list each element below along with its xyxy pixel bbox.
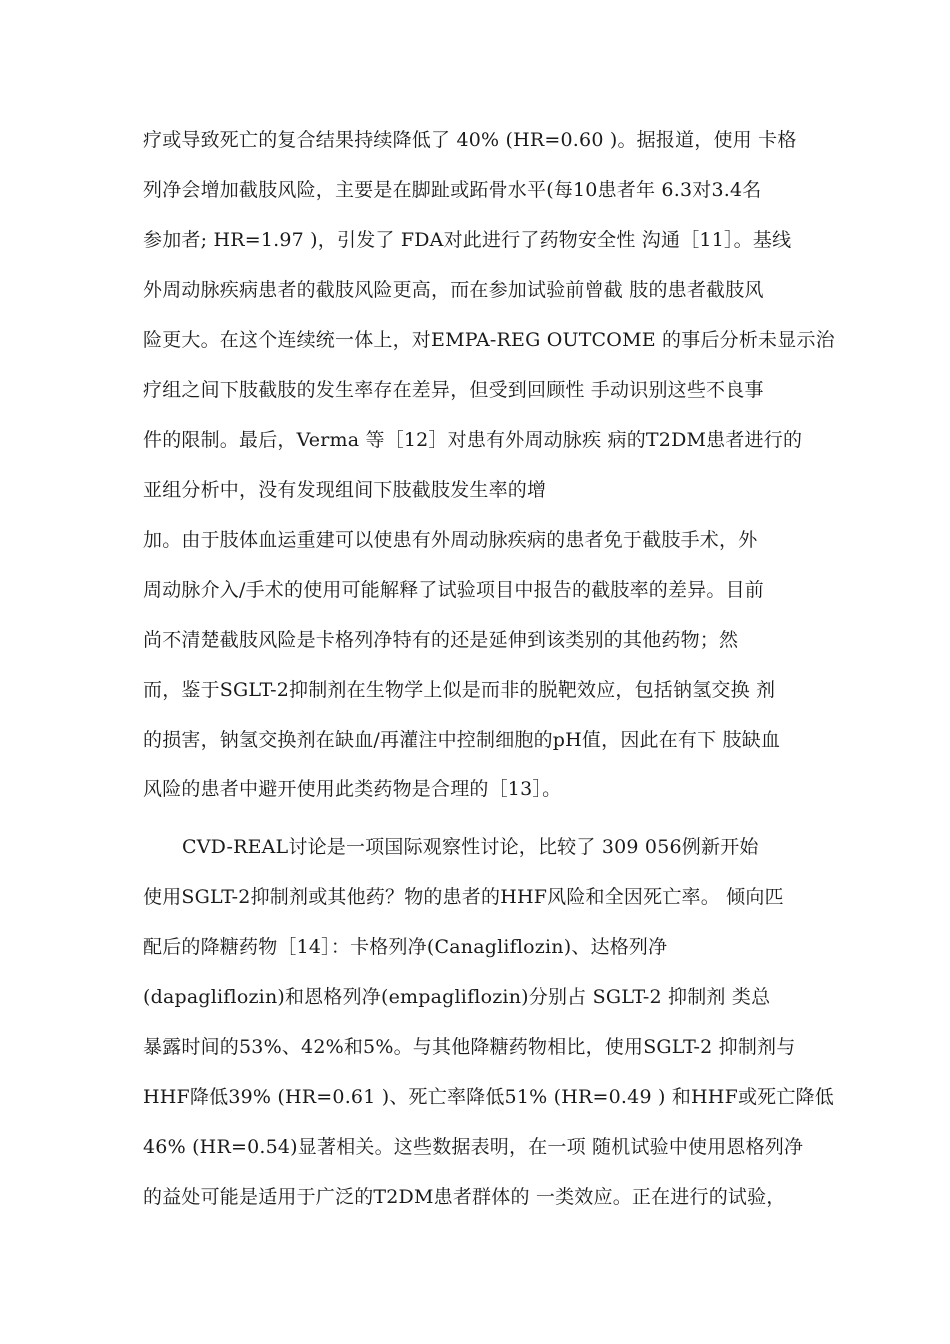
text-line: 使用SGLT-2抑制剂或其他药？物的患者的HHF风险和全因死亡率。 倾向匹 <box>143 886 784 908</box>
text-line: 而，鉴于SGLT-2抑制剂在生物学上似是而非的脱靶效应，包括钠氢交换 剂 <box>143 679 776 701</box>
text-line: 疗组之间下肢截肢的发生率存在差异，但受到回顾性 手动识别这些不良事 <box>143 379 764 401</box>
text-line: 的益处可能是适用于广泛的T2DM患者群体的 一类效应。正在进行的试验， <box>143 1186 786 1208</box>
text-line: 疗或导致死亡的复合结果持续降低了 40% (HR=0.60 )。据报道，使用 卡格 <box>143 129 797 151</box>
text-line: (dapagliflozin)和恩格列净(empagliflozin)分别占 SGLT-2 抑制剂 类总 <box>143 986 771 1008</box>
text-line: 参加者; HR=1.97 )，引发了 FDA对此进行了药物安全性 沟通［11］。基线 <box>143 229 792 251</box>
text-line: 暴露时间的53%、42%和5%。与其他降糖药物相比，使用SGLT-2 抑制剂与 <box>143 1036 796 1058</box>
text-line: 周动脉介入/手术的使用可能解释了试验项目中报告的截肢率的差异。目前 <box>143 579 765 601</box>
text-line: 的损害，钠氢交换剂在缺血/再灌注中控制细胞的pH值，因此在有下 肢缺血 <box>143 729 781 751</box>
text-line: 配后的降糖药物［14］：卡格列净(Canagliflozin)、达格列净 <box>143 936 668 958</box>
text-line: 加。由于肢体血运重建可以使患有外周动脉疾病的患者免于截肢手术，外 <box>143 529 758 551</box>
text-line: 46% (HR=0.54)显著相关。这些数据表明，在一项 随机试验中使用恩格列净 <box>143 1136 804 1158</box>
text-line: 险更大。在这个连续统一体上，对EMPA-REG OUTCOME 的事后分析未显示治 <box>143 329 835 351</box>
text-line: HHF降低39% (HR=0.61 )、死亡率降低51% (HR=0.49 ) 和HHF或死亡降低 <box>143 1086 834 1108</box>
text-line: 风险的患者中避开使用此类药物是合理的［13］。 <box>143 778 562 800</box>
text-line: 外周动脉疾病患者的截肢风险更高，而在参加试验前曾截 肢的患者截肢风 <box>143 279 764 301</box>
text-line: 列净会增加截肢风险，主要是在脚趾或跖骨水平(每10患者年 6.3对3.4名 <box>143 179 762 201</box>
paragraph-first-line: CVD-REAL讨论是一项国际观察性讨论，比较了 309 056例新开始 <box>182 836 759 858</box>
text-line: 件的限制。最后，Verma 等［12］对患有外周动脉疾 病的T2DM患者进行的 <box>143 429 803 451</box>
text-line: 亚组分析中，没有发现组间下肢截肢发生率的增 <box>143 479 547 501</box>
text-line: 尚不清楚截肢风险是卡格列净特有的还是延伸到该类别的其他药物；然 <box>143 629 739 651</box>
